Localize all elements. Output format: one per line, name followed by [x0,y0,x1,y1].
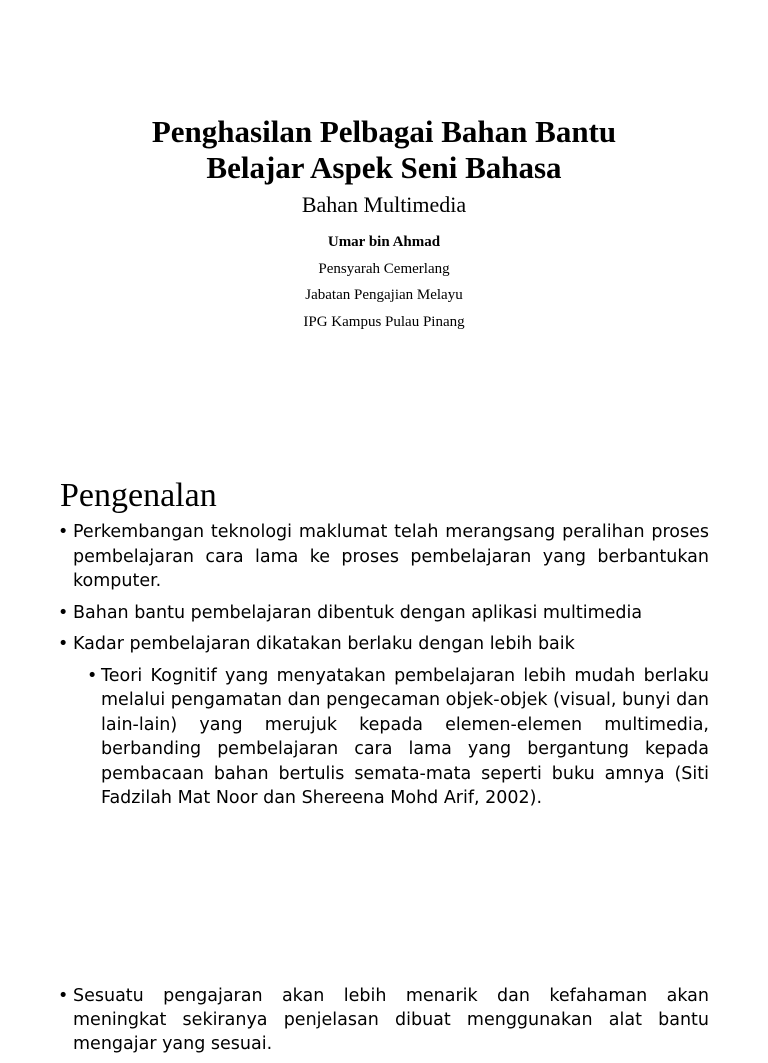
bullet-item: • Sesuatu pengajaran akan lebih menarik dan kefahaman akan meningkat sekiranya penjelasan dibuat menggunakan alat bantu mengajar yang sesuai. [58,984,709,1056]
section-heading: Pengenalan [60,477,217,514]
author-department: Jabatan Pengajian Melayu [305,287,463,303]
bullet-item: • Kadar pembelajaran dikatakan berlaku dengan lebih baik [58,632,709,657]
title-slide [0,0,768,440]
bullet-list [58,520,709,818]
slide-title [60,114,708,186]
author-institution: IPG Kampus Pulau Pinang [303,313,465,330]
author-name: Umar bin Ahmad [327,234,441,250]
slide-title-line-1: Penghasilan Pelbagai Bahan Bantu [151,114,617,149]
content-slide [0,440,768,1054]
slide-subtitle: Bahan Multimedia [301,192,467,217]
sub-bullet-item: • Teori Kognitif yang menyatakan pembelajaran lebih mudah berlaku melalui pengamatan dan pengecaman objek-objek (visual, bunyi dan lain-lain) yang merujuk kepada elemen-elemen multimedia, berbanding pembelajaran cara lama yang bergantung kepada pembacaan bahan bertulis semata-mata seperti buku amnya (Siti Fadzilah Mat Noor dan Shereena Mohd Arif, 2002). [87,664,709,811]
bullet-item: • Perkembangan teknologi maklumat telah merangsang peralihan proses pembelajaran cara lama ke proses pembelajaran yang berbantukan komputer. [58,520,709,594]
author-block [0,229,768,335]
slide-title-line-2: Belajar Aspek Seni Bahasa [206,150,562,185]
author-position: Pensyarah Cemerlang [318,260,450,277]
bullet-item: • Bahan bantu pembelajaran dibentuk dengan aplikasi multimedia [58,601,709,626]
